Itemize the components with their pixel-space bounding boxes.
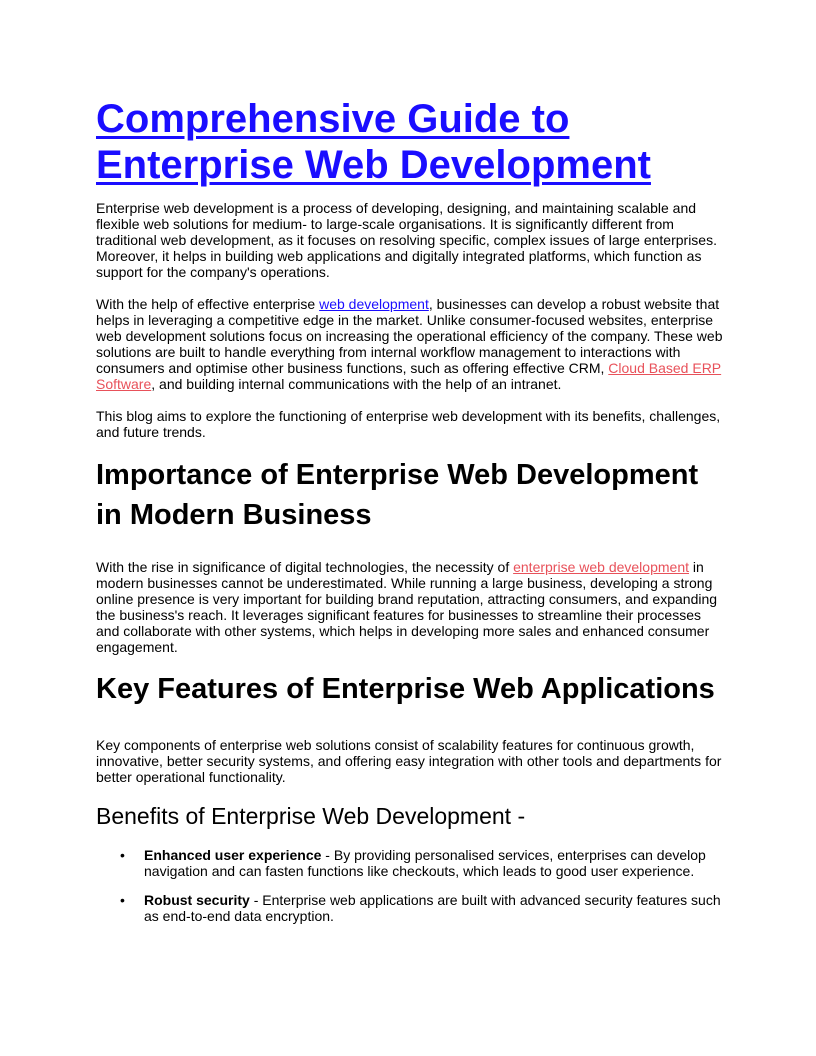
page-title (96, 96, 724, 188)
benefit-title: Enhanced user experience (144, 847, 322, 863)
benefit-text: - By providing personalised services, enterprises can develop navigation and can fasten functions like checkouts, which leads to good user experience. (144, 847, 706, 879)
features-heading: Key Features of Enterprise Web Applications (96, 673, 715, 705)
paragraph-web-development (96, 296, 724, 392)
list-item (120, 892, 724, 924)
benefit-title: Robust security (144, 892, 250, 908)
web-development-link[interactable]: web development (319, 296, 429, 312)
paragraph2-text-middle: , businesses can develop a robust website that helps in leveraging a competitive edge in the market. Unlike consumer-focused websites, enterprise web development solutions focus on increasing the operational efficiency of the company. These web solutions are built to handle everything from internal workflow management to interactions with consumers and optimise other business functions, such as offering effective CRM, (96, 296, 723, 376)
document-page (96, 96, 724, 937)
benefit-text: - Enterprise web applications are built with advanced security features such as end-to-end data encryption. (144, 892, 721, 924)
title-link[interactable]: Comprehensive Guide to Enterprise Web Development (96, 97, 651, 187)
features-paragraph: Key components of enterprise web solutions consist of scalability features for continuous growth, innovative, better security systems, and offering easy integration with other tools and departments for better operational functionality. (96, 737, 722, 785)
bullet-icon: • (120, 892, 125, 908)
paragraph2-text-after: , and building internal communications with the help of an intranet. (151, 376, 562, 392)
list-item (120, 847, 724, 879)
enterprise-web-development-link[interactable]: enterprise web development (513, 559, 689, 575)
intro-paragraph: Enterprise web development is a process of developing, designing, and maintaining scalable and flexible web solutions for medium- to large-scale organisations. It is significantly different from traditional web development, as it focuses on resolving specific, complex issues of large enterprises. Moreover, it helps in building web applications and digitally integrated platforms, which function as support for the company's operations. (96, 200, 717, 280)
paragraph2-text-before: With the help of effective enterprise (96, 296, 320, 312)
bullet-icon: • (120, 847, 125, 863)
benefits-heading: Benefits of Enterprise Web Development - (96, 803, 526, 829)
benefits-list (96, 847, 724, 924)
importance-heading: Importance of Enterprise Web Development in Modern Business (96, 459, 699, 531)
importance-text-after: in modern businesses cannot be underestimated. While running a large business, developing a strong online presence is very important for building brand reputation, attracting consumers, and expanding the business's reach. It leverages significant features for businesses to streamline their processes and collaborate with other systems, which helps in developing more sales and enhanced consumer engagement. (96, 559, 718, 655)
importance-paragraph (96, 559, 724, 655)
blog-aim-paragraph: This blog aims to explore the functioning of enterprise web development with its benefits, challenges, and future trends. (96, 408, 721, 440)
cloud-based-erp-link[interactable]: Cloud Based ERP Software (96, 360, 722, 392)
importance-text-before: With the rise in significance of digital technologies, the necessity of (96, 559, 514, 575)
